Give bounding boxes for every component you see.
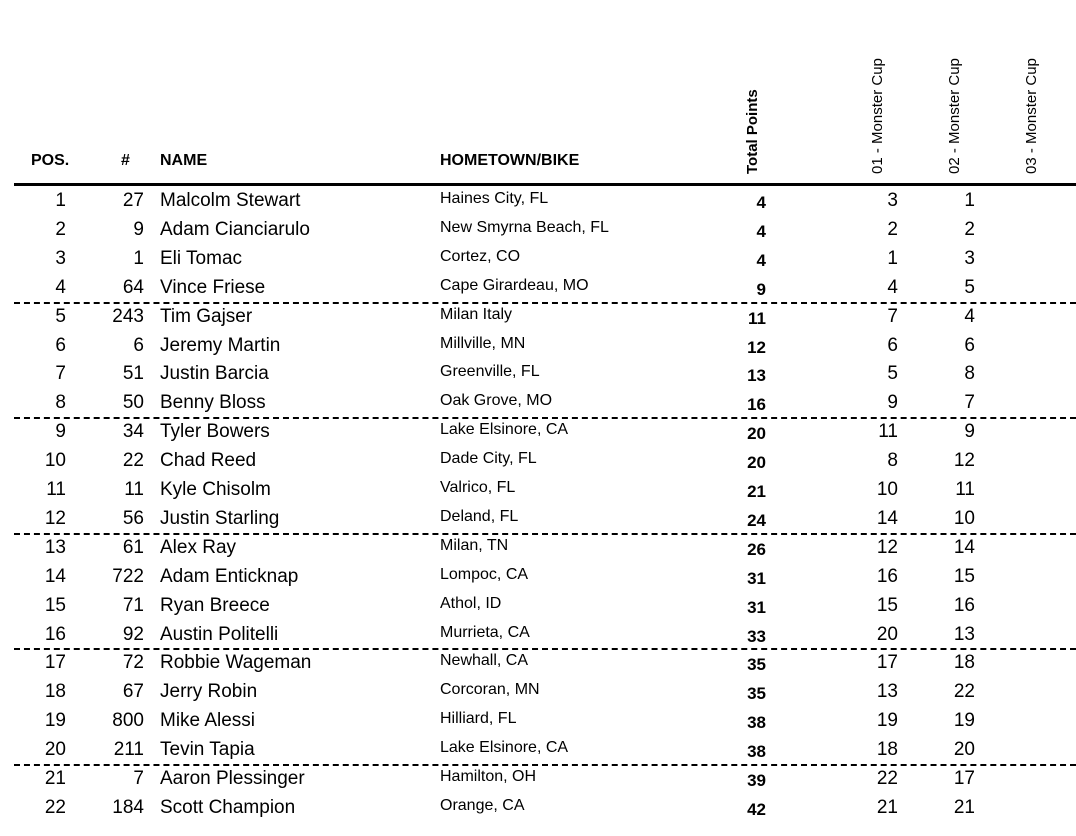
round-1-result: 7 [887,305,898,327]
rider-number: 92 [122,623,144,645]
round-1-result: 17 [876,652,898,674]
round-2-result: 12 [953,450,975,472]
round-2-result: 3 [964,247,975,269]
round-1-result: 14 [876,507,898,529]
round-2-result: 6 [964,334,975,356]
rider-number: 34 [122,421,144,443]
round-2-result: 20 [953,739,975,761]
position: 10 [44,450,66,472]
round-2-result: 15 [953,565,975,587]
table-row [14,245,1076,274]
total-points: 20 [747,453,766,473]
round-1-result: 11 [878,421,898,443]
rider-name: Kyle Chisolm [160,479,271,500]
rider-name: Justin Starling [160,507,280,529]
hometown: Corcoran, MN [440,681,540,699]
position: 8 [55,392,66,414]
rider-number: 184 [112,796,144,818]
total-points: 4 [756,221,766,241]
total-points: 4 [756,250,766,270]
total-points: 35 [747,684,766,704]
position: 15 [44,594,66,616]
hometown: Cortez, CO [440,247,521,265]
rider-name: Austin Politelli [160,623,279,645]
round-1-result: 16 [876,565,898,587]
round-2-result: 4 [964,305,975,327]
round-2-result: 17 [953,768,975,789]
header-pos: POS. [31,152,70,169]
table-row [14,476,1076,505]
position: 1 [55,190,66,211]
rider-name: Eli Tomac [160,247,243,269]
round-1-result: 3 [887,190,898,211]
rider-name: Chad Reed [160,450,257,472]
rider-name: Ryan Breece [160,594,270,616]
total-points: 13 [747,366,766,386]
hometown: Orange, CA [440,796,525,814]
hometown: Oak Grove, MO [440,392,553,410]
position: 22 [44,796,66,818]
table-row [14,621,1076,650]
total-points: 31 [747,597,766,617]
table-row [14,418,1076,447]
rider-number: 6 [133,334,144,356]
table-row [14,592,1076,621]
total-points: 26 [747,539,766,559]
rider-name: Jeremy Martin [160,334,281,356]
round-1-result: 18 [876,739,898,761]
round-1-result: 21 [876,796,898,818]
rider-number: 243 [112,305,144,327]
round-2-result: 9 [964,421,975,443]
table-row [14,505,1076,534]
rider-name: Alex Ray [160,536,237,558]
total-points: 9 [756,279,766,299]
rider-number: 22 [122,450,144,472]
position: 14 [44,565,66,587]
rider-number: 800 [112,710,144,732]
rider-number: 27 [122,190,144,211]
table-row [14,274,1076,303]
total-points: 16 [747,395,766,415]
total-points: 33 [747,626,766,646]
total-points: 24 [747,510,766,530]
round-2-result: 16 [953,594,975,616]
round-1-result: 12 [876,536,898,558]
table-row [14,649,1076,678]
round-2-result: 13 [953,623,975,645]
position: 5 [55,305,66,327]
round-2-result: 2 [964,218,975,240]
rider-number: 7 [133,768,144,789]
rider-name: Jerry Robin [160,681,258,703]
table-row [14,389,1076,418]
position: 2 [55,218,66,240]
hometown: Lake Elsinore, CA [440,739,569,757]
table-row [14,303,1076,332]
hometown: Haines City, FL [440,190,549,207]
table-row [14,707,1076,736]
position: 18 [44,681,66,703]
table-row [14,216,1076,245]
table-row [14,332,1076,361]
position: 12 [44,507,66,529]
round-2-result: 7 [964,392,975,414]
header-hometown: HOMETOWN/BIKE [440,152,580,169]
position: 16 [44,623,66,645]
rider-number: 61 [122,536,144,558]
header-name: NAME [160,152,208,169]
table-row [14,736,1076,765]
rider-number: 64 [122,276,144,298]
position: 3 [55,247,66,269]
total-points: 11 [748,308,766,328]
total-points: 35 [747,655,766,675]
total-points: 38 [747,742,766,762]
rider-number: 51 [122,363,144,385]
rider-name: Scott Champion [160,796,296,818]
header-total-points: Total Points [744,89,761,174]
rider-name: Malcolm Stewart [160,190,301,211]
rider-name: Aaron Plessinger [160,768,305,789]
round-2-result: 1 [964,190,975,211]
position: 21 [44,768,66,789]
hometown: Hilliard, FL [440,710,517,728]
rider-number: 9 [133,218,144,240]
round-2-result: 22 [953,681,975,703]
round-1-result: 1 [887,247,898,269]
round-2-result: 14 [953,536,975,558]
total-points: 20 [747,424,766,444]
round-2-result: 11 [955,479,975,500]
hometown: Hamilton, OH [440,768,537,785]
hometown: Lompoc, CA [440,565,529,583]
rider-name: Robbie Wageman [160,652,312,674]
hometown: Milan Italy [440,305,513,323]
hometown: Athol, ID [440,594,502,612]
header-round-3: 03 - Monster Cup [1023,58,1040,174]
rider-number: 11 [124,479,144,500]
round-1-result: 10 [876,479,898,500]
rider-number: 67 [122,681,144,703]
rider-number: 722 [112,565,144,587]
round-2-result: 18 [953,652,975,674]
hometown: Deland, FL [440,507,519,525]
round-1-result: 19 [876,710,898,732]
rider-name: Vince Friese [160,276,266,298]
rider-name: Benny Bloss [160,392,266,414]
header-round-1: 01 - Monster Cup [869,58,886,174]
total-points: 12 [747,337,766,357]
total-points: 39 [747,771,766,790]
table-row [14,534,1076,563]
table-row [14,447,1076,476]
round-1-result: 4 [887,276,898,298]
hometown: New Smyrna Beach, FL [440,218,609,236]
position: 17 [44,652,66,674]
rider-name: Tevin Tapia [160,739,255,761]
position: 4 [55,276,66,298]
hometown: Murrieta, CA [440,623,530,641]
position: 9 [55,421,66,443]
table-row [14,187,1076,216]
round-1-result: 22 [876,768,898,789]
hometown: Milan, TN [440,536,509,554]
position: 20 [44,739,66,761]
header-number: # [121,152,130,169]
position: 19 [44,710,66,732]
round-2-result: 19 [953,710,975,732]
header-round-2: 02 - Monster Cup [946,58,963,174]
total-points: 21 [747,482,766,501]
round-1-result: 9 [887,392,898,414]
hometown: Greenville, FL [440,363,540,381]
table-row [14,360,1076,389]
hometown: Cape Girardeau, MO [440,276,589,294]
round-1-result: 13 [876,681,898,703]
rider-name: Justin Barcia [160,363,269,385]
table-row [14,563,1076,592]
hometown: Valrico, FL [440,479,516,496]
round-2-result: 8 [964,363,975,385]
table-row [14,794,1076,823]
header-rule [14,183,1076,186]
round-1-result: 2 [887,218,898,240]
hometown: Millville, MN [440,334,526,352]
round-1-result: 8 [887,450,898,472]
rider-number: 72 [122,652,144,674]
table-row [14,765,1076,794]
position: 13 [44,536,66,558]
rider-name: Tim Gajser [160,305,253,327]
total-points: 42 [747,799,766,819]
rider-name: Mike Alessi [160,710,256,732]
round-1-result: 20 [876,623,898,645]
rider-number: 56 [122,507,144,529]
total-points: 31 [747,568,766,588]
rider-number: 71 [122,594,144,616]
hometown: Lake Elsinore, CA [440,421,569,439]
round-1-result: 5 [887,363,898,385]
hometown: Newhall, CA [440,652,529,670]
round-2-result: 21 [953,796,975,818]
rider-name: Tyler Bowers [160,421,270,443]
position: 11 [46,479,66,500]
round-1-result: 15 [876,594,898,616]
rider-number: 1 [133,247,144,269]
rider-number: 50 [122,392,144,414]
position: 6 [55,334,66,356]
hometown: Dade City, FL [440,450,537,468]
total-points: 4 [756,193,766,212]
round-1-result: 6 [887,334,898,356]
round-2-result: 10 [953,507,975,529]
total-points: 38 [747,713,766,733]
rider-name: Adam Cianciarulo [160,218,310,240]
rider-name: Adam Enticknap [160,565,299,587]
table-row [14,678,1076,707]
rider-number: 211 [113,739,144,761]
position: 7 [55,363,66,385]
round-2-result: 5 [964,276,975,298]
